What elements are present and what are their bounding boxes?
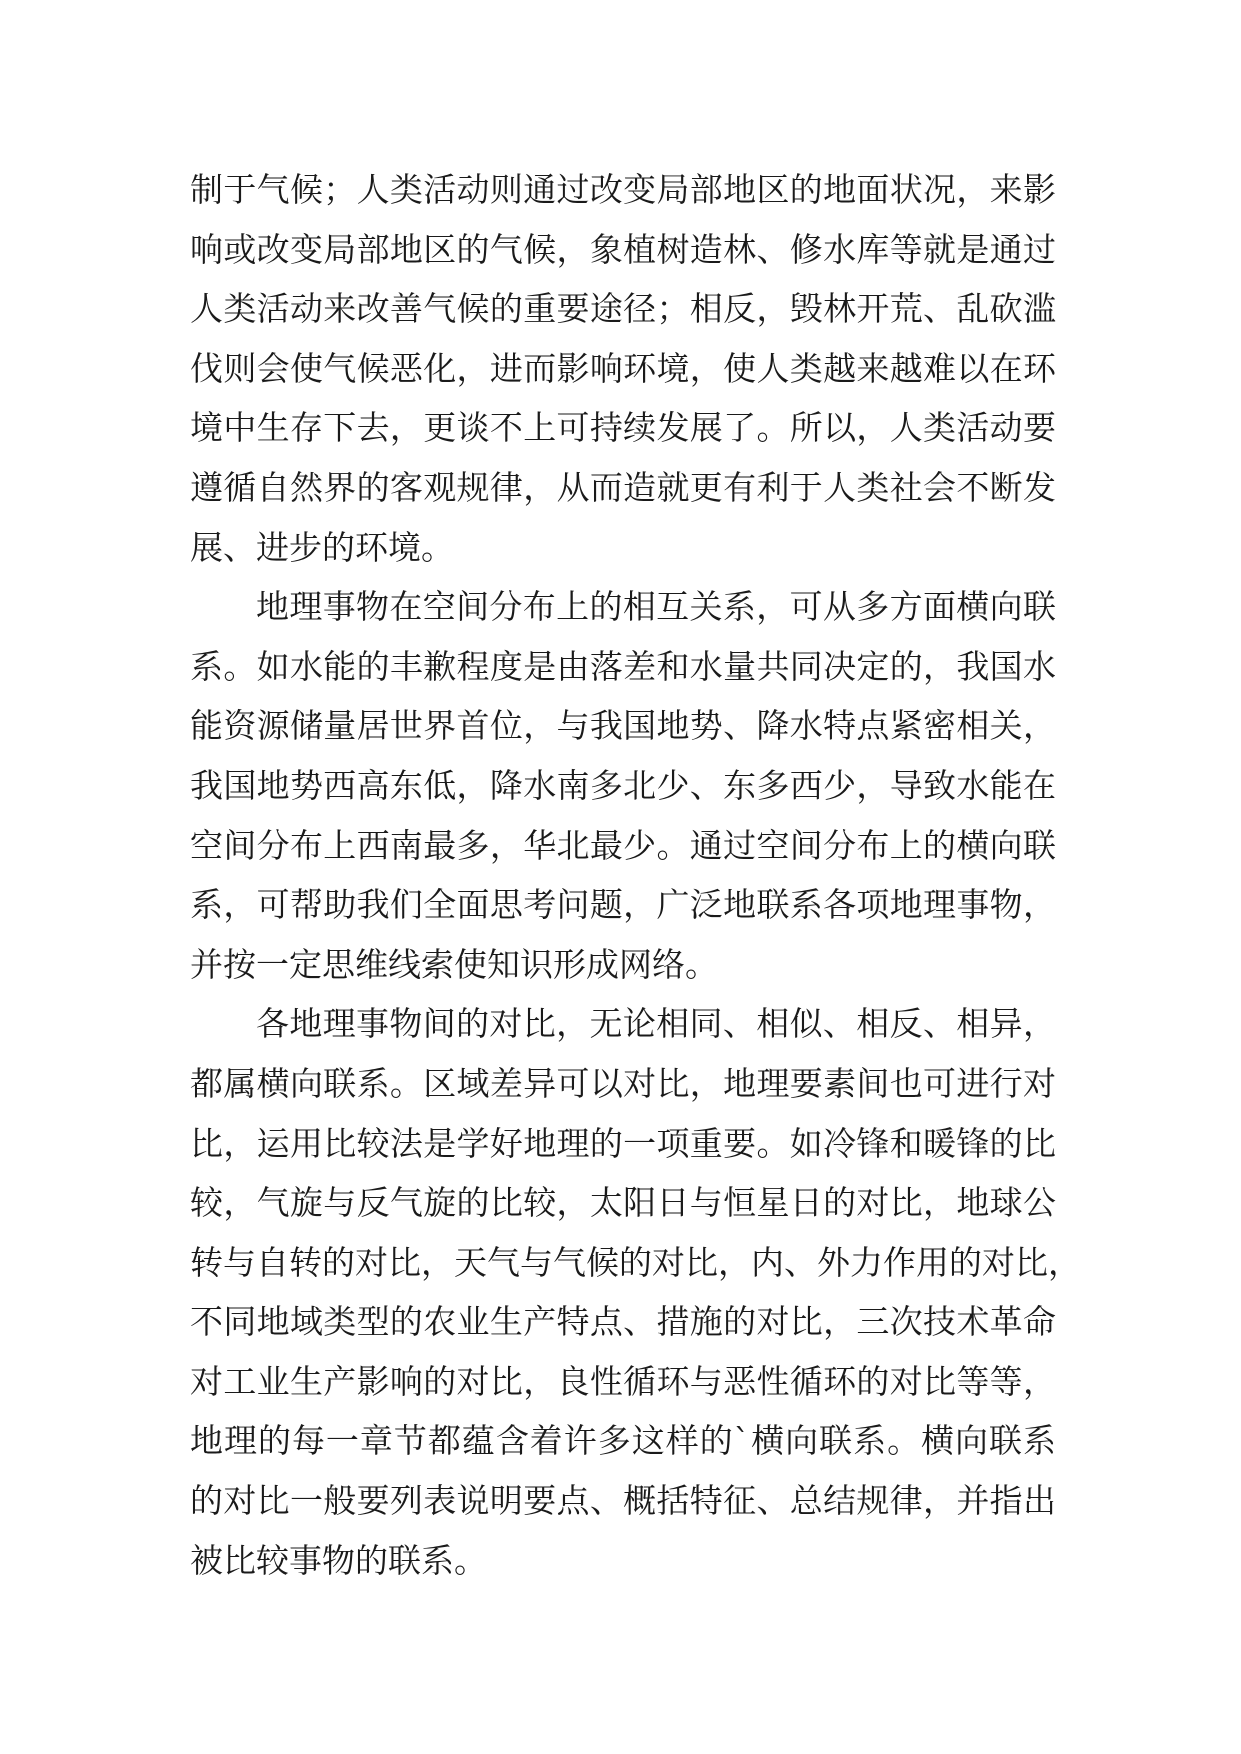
text-line: 遵循自然界的客观规律，从而造就更有利于人类社会不断发 (190, 467, 1056, 507)
text-line: 展、进步的环境。 (190, 527, 454, 567)
paragraph-2 (190, 577, 1056, 994)
text-line: 不同地域类型的农业生产特点、措施的对比，三次技术革命 (190, 1302, 1056, 1342)
text-line: 比，运用比较法是学好地理的一项重要。如冷锋和暖锋的比 (190, 1123, 1056, 1163)
text-line: 境中生存下去，更谈不上可持续发展了。所以，人类活动要 (190, 408, 1056, 448)
text-line: 伐则会使气候恶化，进而影响环境，使人类越来越难以在环 (190, 348, 1056, 388)
paragraph-1 (190, 160, 1056, 577)
text-line: 并按一定思维线索使知识形成网络。 (190, 944, 718, 984)
text-line: 都属横向联系。区域差异可以对比，地理要素间也可进行对 (190, 1063, 1056, 1103)
text-line: 系。如水能的丰歉程度是由落差和水量共同决定的，我国水 (190, 646, 1056, 686)
text-line: 较，气旋与反气旋的比较，太阳日与恒星日的对比，地球公 (190, 1183, 1056, 1223)
text-line: 制于气候；人类活动则通过改变局部地区的地面状况，来影 (190, 170, 1056, 209)
body-text (190, 160, 1081, 1590)
text-line: 各地理事物间的对比，无论相同、相似、相反、相异， (256, 1004, 1056, 1044)
text-line: 系，可帮助我们全面思考问题，广泛地联系各项地理事物， (190, 885, 1056, 925)
text-line: 的对比一般要列表说明要点、概括特征、总结规律，并指出 (190, 1481, 1056, 1521)
text-line: 地理事物在空间分布上的相互关系，可从多方面横向联 (256, 587, 1056, 627)
text-line: 响或改变局部地区的气候，象植树造林、修水库等就是通过 (190, 229, 1056, 269)
paragraph-3 (190, 994, 1081, 1590)
text-line: 对工业生产影响的对比，良性循环与恶性循环的对比等等， (190, 1361, 1056, 1401)
text-line: 能资源储量居世界首位，与我国地势、降水特点紧密相关， (190, 706, 1056, 746)
text-line: 我国地势西高东低，降水南多北少、东多西少，导致水能在 (190, 765, 1056, 805)
text-line: 空间分布上西南最多，华北最少。通过空间分布上的横向联 (190, 825, 1056, 865)
text-line: 转与自转的对比，天气与气候的对比，内、外力作用的对比， (190, 1242, 1081, 1282)
text-line: 被比较事物的联系。 (190, 1540, 487, 1580)
text-line: 地理的每一章节都蕴含着许多这样的`横向联系。横向联系 (190, 1421, 1056, 1461)
text-line: 人类活动来改善气候的重要途径；相反，毁林开荒、乱砍滥 (190, 289, 1056, 329)
